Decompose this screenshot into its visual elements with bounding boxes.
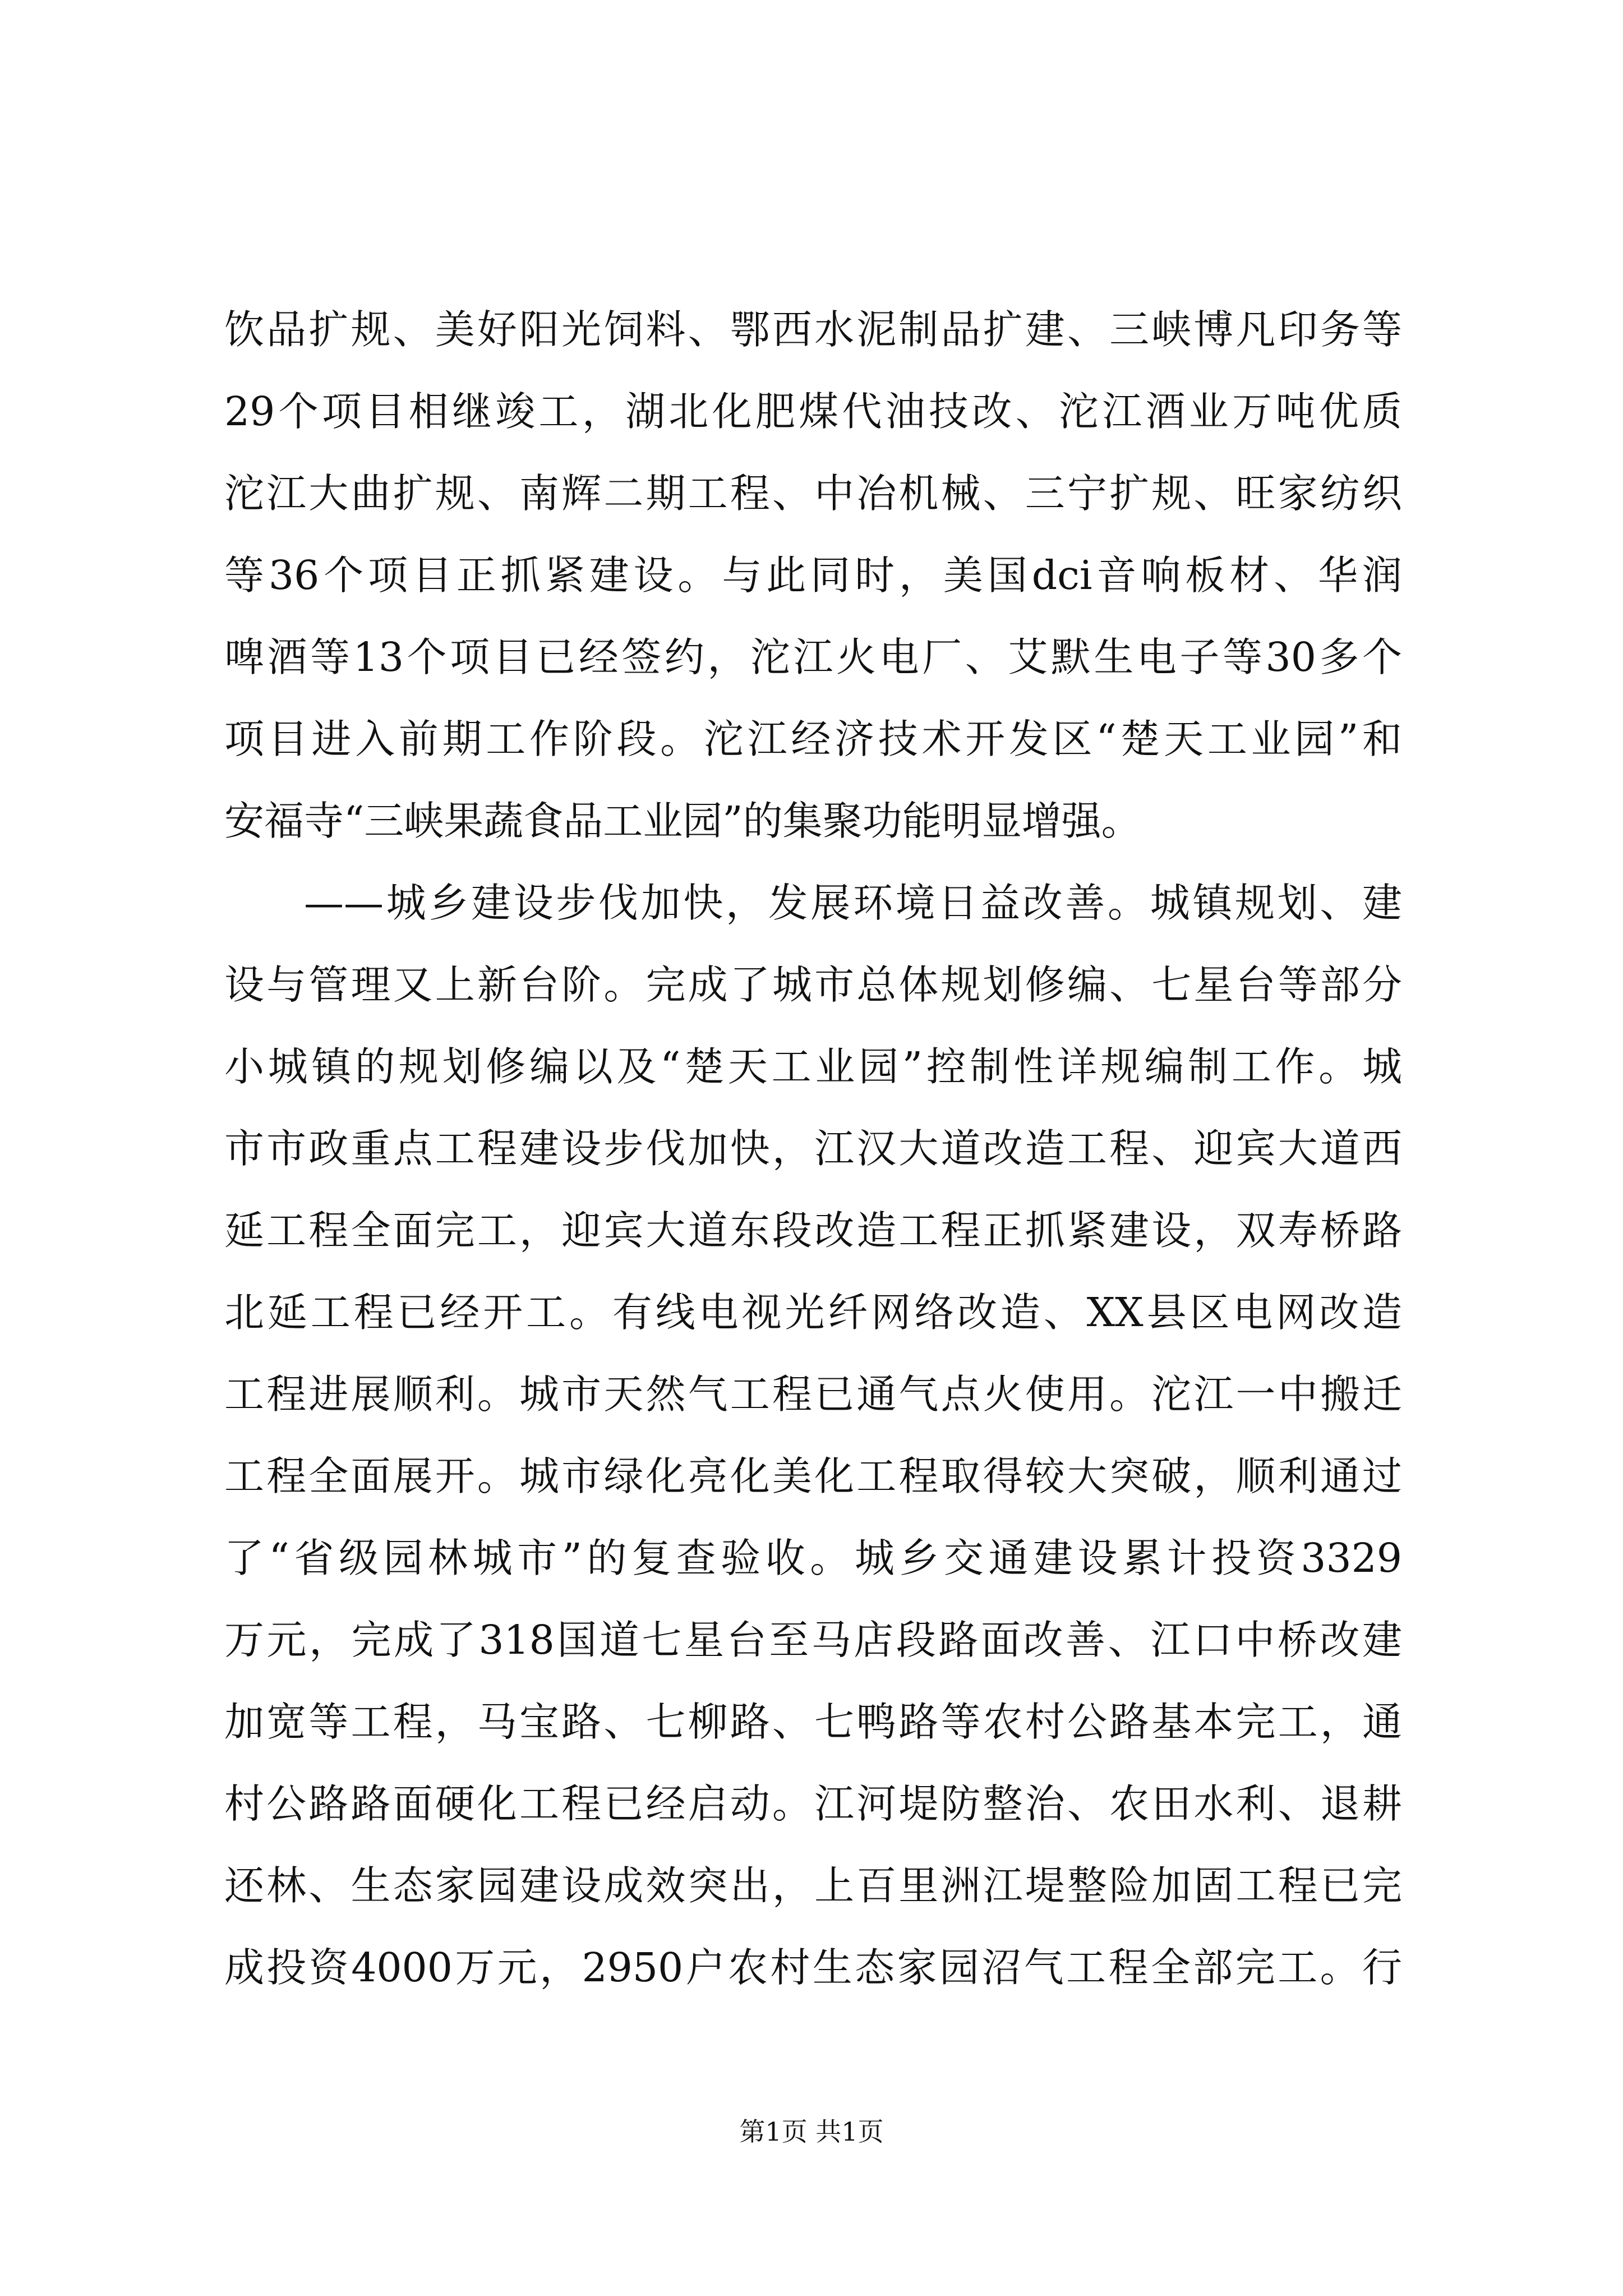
- page-footer: [0, 2115, 1623, 2148]
- text-line: 北延工程已经开工。有线电视光纤网络改造、XX县区电网改造: [224, 1289, 1402, 1336]
- text-line: 还林、生态家园建设成效突出，上百里洲江堤整险加固工程已完: [224, 1862, 1402, 1909]
- text-line: 市市政重点工程建设步伐加快，江汉大道改造工程、迎宾大道西: [224, 1125, 1402, 1172]
- text-line: 成投资4000万元，2950户农村生态家园沼气工程全部完工。行: [224, 1944, 1402, 1991]
- text-line: 安福寺“三峡果蔬食品工业园”的集聚功能明显增强。: [224, 798, 1141, 844]
- text-line: 设与管理又上新台阶。完成了城市总体规划修编、七星台等部分: [224, 961, 1402, 1008]
- body-text: [224, 289, 1402, 2009]
- text-line: 项目进入前期工作阶段。沱江经济技术开发区“楚天工业园”和: [224, 716, 1402, 762]
- page-number-label: 第1页 共1页: [739, 2116, 884, 2147]
- text-line: 工程进展顺利。城市天然气工程已通气点火使用。沱江一中搬迁: [224, 1371, 1402, 1418]
- paragraph-start-line: ——城乡建设步伐加快，发展环境日益改善。城镇规划、建: [304, 880, 1402, 926]
- text-line: 延工程全面完工，迎宾大道东段改造工程正抓紧建设，双寿桥路: [224, 1207, 1402, 1254]
- text-line: 加宽等工程，马宝路、七柳路、七鸭路等农村公路基本完工，通: [224, 1699, 1402, 1745]
- text-line: 工程全面展开。城市绿化亮化美化工程取得较大突破，顺利通过: [224, 1453, 1402, 1499]
- text-line: 小城镇的规划修编以及“楚天工业园”控制性详规编制工作。城: [224, 1043, 1402, 1090]
- text-line: 啤酒等13个项目已经签约，沱江火电厂、艾默生电子等30多个: [224, 634, 1402, 680]
- text-line: 了“省级园林城市”的复查验收。城乡交通建设累计投资3329: [224, 1535, 1402, 1581]
- text-line: 万元，完成了318国道七星台至马店段路面改善、江口中桥改建: [224, 1617, 1402, 1663]
- text-line: 村公路路面硬化工程已经启动。江河堤防整治、农田水利、退耕: [224, 1780, 1402, 1827]
- text-line: 29个项目相继竣工，湖北化肥煤代油技改、沱江酒业万吨优质: [224, 388, 1402, 435]
- text-line: 等36个项目正抓紧建设。与此同时，美国dci音响板材、华润: [224, 552, 1402, 599]
- text-line: 饮品扩规、美好阳光饲料、鄂西水泥制品扩建、三峡博凡印务等: [224, 306, 1402, 353]
- text-line: 沱江大曲扩规、南辉二期工程、中冶机械、三宁扩规、旺家纺织: [224, 470, 1402, 517]
